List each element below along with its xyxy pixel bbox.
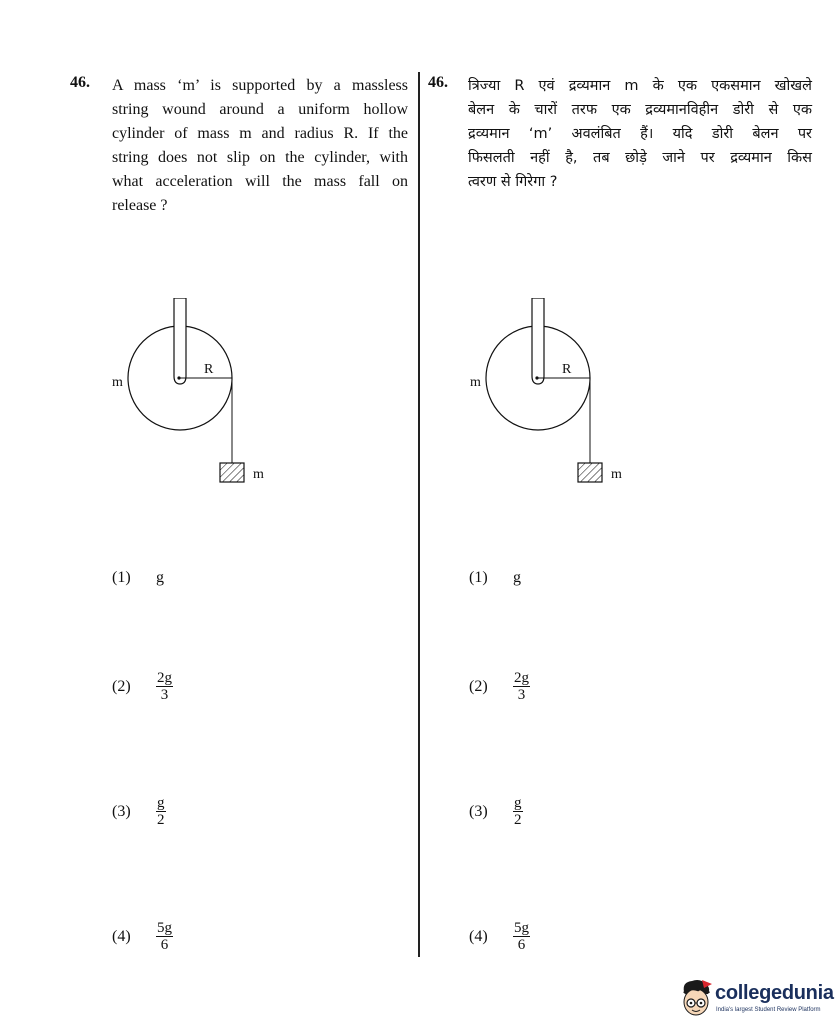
pulley-diagram xyxy=(460,298,660,498)
question-line: बेलन के चारों तरफ एक द्रव्यमानविहीन डोरी से एक xyxy=(468,102,812,118)
question-line: A mass ‘m’ is supported by a massless xyxy=(112,77,408,94)
collegedunia-logo xyxy=(678,978,837,1022)
option-2: (2) $\frac{2g}{3}$ xyxy=(112,670,172,703)
hanging-block xyxy=(578,463,602,482)
question-line: द्रव्यमान ‘m’ अवलंबित हैं। यदि डोरी बेलन पर xyxy=(468,126,812,142)
question-line: फिसलती नहीं है, तब छोड़े जाने पर द्रव्यमान किस xyxy=(468,150,812,166)
hanging-block xyxy=(220,463,244,482)
option-value: g xyxy=(513,569,521,586)
option-fraction: $\frac{5g}{6}$ xyxy=(514,920,529,953)
question-line: what acceleration will the mass fall on xyxy=(112,173,408,190)
option-1: (1) g xyxy=(112,569,164,586)
question-line: release ? xyxy=(112,197,168,214)
question-line: cylinder of mass m and radius R. If the xyxy=(112,125,408,142)
option-4: (4) $\frac{5g}{6}$ xyxy=(469,920,529,953)
option-4: (4) $\frac{5g}{6}$ xyxy=(112,920,172,953)
mascot-icon xyxy=(678,978,714,1022)
support-rod xyxy=(532,298,544,384)
support-rod xyxy=(174,298,186,384)
question-line: string wound around a uniform hollow xyxy=(112,101,408,118)
question-line: त्रिज्या R एवं द्रव्यमान m के एक एकसमान खोखले xyxy=(468,78,812,94)
radius-label: R xyxy=(204,362,214,377)
question-line: त्वरण से गिरेगा ? xyxy=(468,174,558,190)
question-number: 46. xyxy=(70,74,90,91)
question-text-hindi xyxy=(468,74,812,194)
option-fraction: $\frac{2g}{3}$ xyxy=(157,670,172,703)
question-text-english xyxy=(112,74,408,218)
block-mass-label: m xyxy=(253,467,264,482)
logo-wordmark: collegedunia xyxy=(715,982,834,1004)
option-fraction: $\frac{2g}{3}$ xyxy=(514,670,529,703)
option-2: (2) $\frac{2g}{3}$ xyxy=(469,670,529,703)
option-fraction: $\frac{5g}{6}$ xyxy=(157,920,172,953)
option-fraction: $\frac{g}{2}$ xyxy=(157,795,165,828)
question-number: 46. xyxy=(428,74,448,91)
radius-label: R xyxy=(562,362,572,377)
cylinder-mass-label: m xyxy=(112,375,123,390)
option-value: g xyxy=(156,569,164,586)
question-line: string does not slip on the cylinder, with xyxy=(112,149,408,166)
option-3: (3) $\frac{g}{2}$ xyxy=(469,795,522,828)
logo-tagline: India's largest Student Review Platform xyxy=(716,1007,821,1013)
option-1: (1) g xyxy=(469,569,521,586)
option-3: (3) $\frac{g}{2}$ xyxy=(112,795,165,828)
pulley-diagram xyxy=(102,298,302,498)
block-mass-label: m xyxy=(611,467,622,482)
column-divider xyxy=(418,72,420,957)
option-fraction: $\frac{g}{2}$ xyxy=(514,795,522,828)
cylinder-mass-label: m xyxy=(470,375,481,390)
